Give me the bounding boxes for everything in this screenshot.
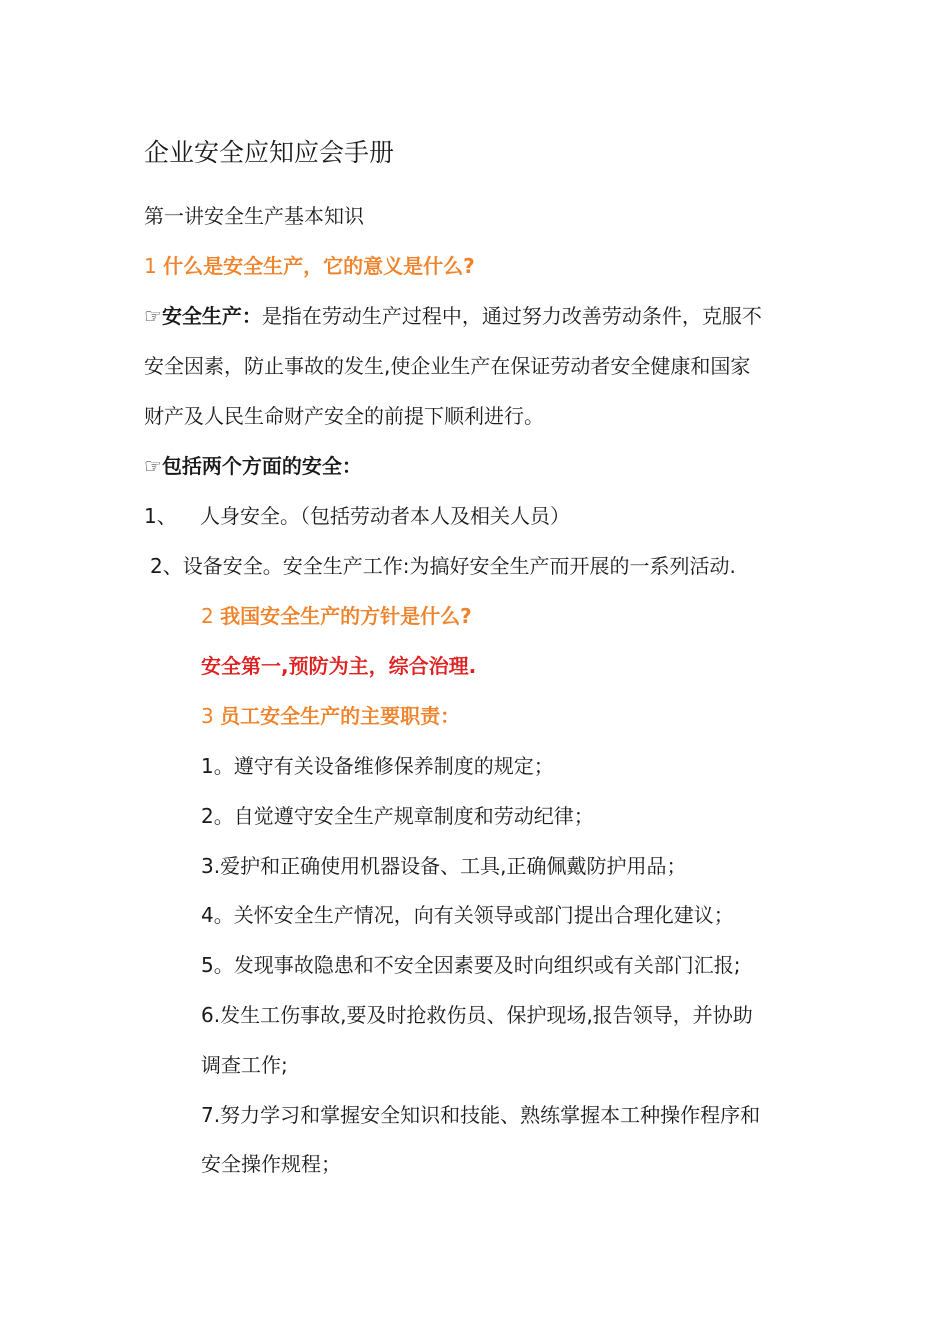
question-2-text: 我国安全生产的方针是什么? — [220, 604, 472, 628]
question-2 — [201, 602, 472, 630]
duty-line: 4。关怀安全生产情况，向有关领导或部门提出合理化建议； — [201, 903, 734, 927]
includes-heading — [144, 452, 362, 480]
definition-line-3: 财产及人民生命财产安全的前提下顺利进行。 — [144, 404, 544, 428]
question-1 — [144, 252, 475, 280]
duty-line: 2。自觉遵守安全生产规章制度和劳动纪律； — [201, 804, 594, 828]
definition-line-2: 安全因素，防止事故的发生,使企业生产在保证劳动者安全健康和国家 — [144, 354, 751, 378]
duty-line: 6.发生工伤事故,要及时抢救伤员、保护现场,报告领导，并协助 — [201, 1003, 753, 1027]
item-1-text: 人身安全。（包括劳动者本人及相关人员） — [200, 504, 570, 528]
pointing-hand-icon: ☞ — [144, 454, 162, 478]
question-3-number: 3 — [201, 704, 221, 728]
document-title: 企业安全应知应会手册 — [144, 138, 395, 167]
duty-line: 调查工作; — [201, 1053, 288, 1077]
question-2-number: 2 — [201, 604, 221, 628]
pointing-hand-icon: ☞ — [144, 304, 162, 328]
duty-line: 5。发现事故隐患和不安全因素要及时向组织或有关部门汇报; — [201, 953, 741, 977]
duty-line: 7.努力学习和掌握安全知识和技能、熟练掌握本工种操作程序和 — [201, 1103, 761, 1127]
question-1-text: 什么是安全生产，它的意义是什么? — [163, 254, 475, 278]
lecture-heading: 第一讲安全生产基本知识 — [144, 204, 364, 228]
includes-text: 包括两个方面的安全： — [161, 454, 362, 478]
duty-line: 3.爱护和正确使用机器设备、工具,正确佩戴防护用品； — [201, 854, 687, 878]
definition-term: 安全生产： — [161, 304, 262, 328]
question-3 — [201, 702, 460, 730]
duty-line: 安全操作规程； — [201, 1152, 341, 1176]
safety-policy: 安全第一,预防为主，综合治理. — [201, 654, 477, 678]
item-2: 2、设备安全。安全生产工作:为搞好安全生产而开展的一系列活动. — [150, 554, 736, 578]
question-1-number: 1 — [144, 254, 164, 278]
definition-line-1 — [144, 302, 762, 330]
item-1-number: 1、 — [144, 504, 177, 528]
question-3-text: 员工安全生产的主要职责： — [220, 704, 461, 728]
duty-line: 1。遵守有关设备维修保养制度的规定； — [201, 754, 554, 778]
definition-text-1: 是指在劳动生产过程中，通过努力改善劳动条件，克服不 — [261, 304, 762, 328]
